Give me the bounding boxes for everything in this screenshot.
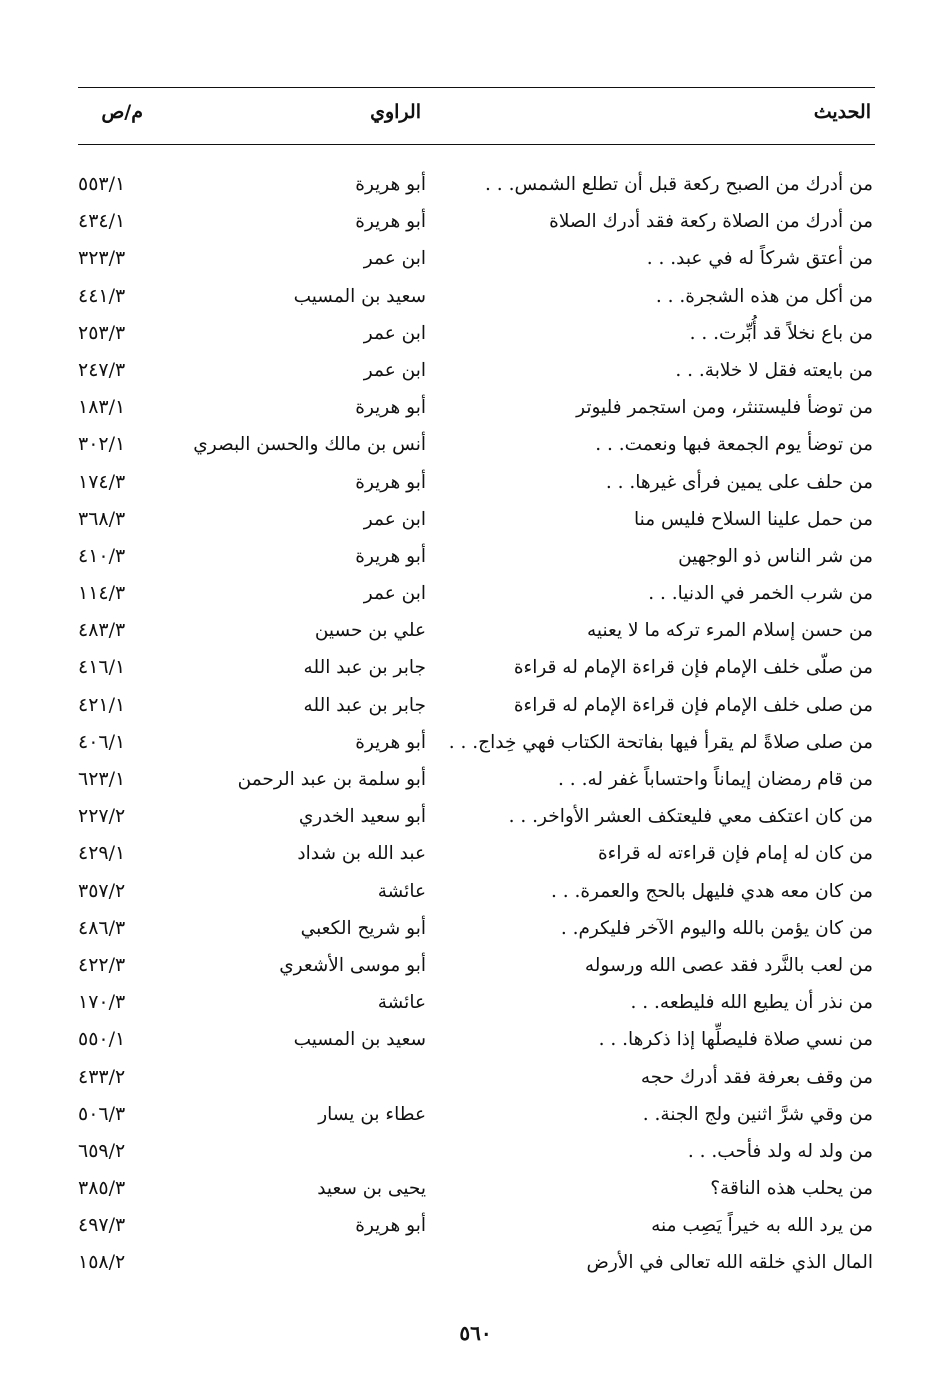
hadith-text: من توضأ يوم الجمعة فبها ونعمت. . . — [595, 434, 873, 456]
volume-page-reference: ٢٥٣/٣ — [78, 321, 126, 344]
table-row — [0, 761, 951, 798]
volume-page-reference: ٥٠٦/٣ — [78, 1102, 126, 1125]
narrator-name: ابن عمر — [363, 248, 426, 270]
narrator-name: أبو هريرة — [355, 545, 426, 567]
hadith-index-table — [0, 166, 951, 1282]
hadith-text: من حمل علينا السلاح فليس منا — [633, 508, 873, 530]
narrator-name: أبو سلمة بن عبد الرحمن — [237, 769, 426, 790]
narrator-name: أبو شريح الكعبي — [300, 917, 426, 939]
narrator-name — [181, 1244, 426, 1281]
table-row — [0, 687, 951, 724]
table-row — [0, 278, 951, 315]
hadith-text: من بايعته فقل لا خلابة. . . — [675, 359, 873, 381]
narrator-name: أبو هريرة — [355, 397, 426, 419]
hadith-text: من شرب الخمر في الدنيا. . . — [648, 583, 873, 605]
top-rule — [78, 87, 875, 88]
volume-page-reference: ٣٦٨/٣ — [78, 507, 126, 530]
hadith-text: من أعتق شركاً له في عبد. . . — [646, 248, 873, 270]
hadith-text: من نسي صلاة فليصلِّها إذا ذكرها. . . — [598, 1029, 873, 1051]
table-row — [0, 1133, 951, 1170]
table-row — [0, 315, 951, 352]
table-row — [0, 538, 951, 575]
hadith-text: من شر الناس ذو الوجهين — [678, 545, 873, 567]
volume-page-reference: ٤٩٧/٣ — [78, 1214, 126, 1237]
volume-page-reference: ٤٨٦/٣ — [78, 916, 126, 939]
volume-page-reference: ٤٣٤/١ — [78, 210, 126, 233]
narrator-name — [181, 1133, 426, 1170]
hadith-text: من وقف بعرفة فقد أدرك حجه — [640, 1066, 873, 1088]
volume-page-reference: ٤٢٢/٣ — [78, 953, 126, 976]
volume-page-reference: ٣٢٣/٣ — [78, 247, 126, 270]
volume-page-reference: ١٧٠/٣ — [78, 991, 126, 1014]
hadith-text: من ولد له ولد فأحب. . . — [687, 1140, 873, 1162]
table-row — [0, 1059, 951, 1096]
hadith-text: من أدرك من الصلاة ركعة فقد أدرك الصلاة — [549, 211, 873, 233]
table-row — [0, 835, 951, 872]
volume-page-reference: ٤١٦/١ — [78, 656, 126, 679]
narrator-name: عطاء بن يسار — [318, 1103, 426, 1125]
volume-page-reference: ٦٢٣/١ — [78, 768, 126, 790]
volume-page-reference: ٤٣٣/٢ — [78, 1065, 126, 1088]
table-row — [0, 724, 951, 761]
hadith-text: من كان اعتكف معي فليعتكف العشر الأواخر. . . — [508, 806, 873, 828]
table-row — [0, 352, 951, 389]
table-row — [0, 240, 951, 277]
volume-page-reference: ٢٢٧/٢ — [78, 805, 126, 828]
narrator-name: أبو هريرة — [355, 471, 426, 493]
volume-page-reference: ١٨٣/١ — [78, 396, 126, 419]
hadith-text: من كان معه هدي فليهل بالحج والعمرة. . . — [550, 880, 873, 902]
hadith-text: من صلى صلاةً لم يقرأ فيها بفاتحة الكتاب فهي خِداج. . . — [448, 731, 873, 753]
hadith-text: من أكل من هذه الشجرة. . . — [655, 285, 873, 307]
table-row — [0, 389, 951, 426]
narrator-name: أبو هريرة — [355, 731, 426, 753]
table-row — [0, 464, 951, 501]
narrator-name: ابن عمر — [363, 359, 426, 381]
hadith-text: من يرد الله به خيراً يَصِب منه — [651, 1215, 873, 1237]
volume-page-reference: ٤٤١/٣ — [78, 284, 126, 307]
hadith-text: من كان له إمام فإن قراءته له قراءة — [597, 843, 873, 865]
table-row — [0, 166, 951, 203]
volume-page-reference: ٤٢١/١ — [78, 693, 126, 716]
narrator-name: سعيد بن المسيب — [293, 1029, 426, 1051]
narrator-name: ابن عمر — [363, 583, 426, 605]
hadith-text: من حسن إسلام المرء تركه ما لا يعنيه — [586, 620, 873, 642]
hadith-text: المال الذي خلقه الله تعالى في الأرض — [586, 1252, 873, 1274]
volume-page-reference: ٣٠٢/١ — [78, 433, 126, 456]
column-header-reference: م/ص — [101, 101, 143, 123]
narrator-name: علي بن حسين — [314, 620, 426, 642]
hadith-text: من يحلب هذه الناقة؟ — [710, 1178, 873, 1200]
table-row — [0, 1207, 951, 1244]
narrator-name: أبو سعيد الخدري — [298, 806, 426, 828]
narrator-name: ابن عمر — [363, 508, 426, 530]
narrator-name: أبو هريرة — [355, 1215, 426, 1237]
hadith-text: من صلّى خلف الإمام فإن قراءة الإمام له قراءة — [513, 657, 873, 679]
table-row — [0, 798, 951, 835]
table-row — [0, 203, 951, 240]
hadith-text: من لعب بالنَّرد فقد عصى الله ورسوله — [584, 954, 873, 976]
table-row — [0, 910, 951, 947]
narrator-name — [181, 1059, 426, 1096]
page-number: ٥٦٠ — [459, 1321, 492, 1345]
volume-page-reference: ٦٥٩/٢ — [78, 1139, 126, 1162]
table-row — [0, 575, 951, 612]
column-header-hadith: الحديث — [813, 101, 871, 123]
table-row — [0, 873, 951, 910]
narrator-name: يحيى بن سعيد — [317, 1178, 426, 1200]
table-row — [0, 501, 951, 538]
volume-page-reference: ٥٥٠/١ — [78, 1028, 126, 1051]
volume-page-reference: ٤١٠/٣ — [78, 544, 126, 567]
volume-page-reference: ١١٤/٣ — [78, 582, 126, 605]
volume-page-reference: ٣٨٥/٣ — [78, 1177, 126, 1200]
hadith-text: من باع نخلاً قد أُبِّرت. . . — [689, 322, 873, 344]
hadith-text: من قام رمضان إيماناً واحتساباً غفر له. . . — [558, 769, 873, 790]
narrator-name: سعيد بن المسيب — [293, 285, 426, 307]
narrator-name: أبو موسى الأشعري — [279, 954, 426, 976]
table-row — [0, 1170, 951, 1207]
volume-page-reference: ١٧٤/٣ — [78, 470, 126, 493]
hadith-text: من أدرك من الصبح ركعة قبل أن تطلع الشمس. . . — [485, 174, 873, 195]
volume-page-reference: ٥٥٣/١ — [78, 173, 126, 195]
table-row — [0, 649, 951, 686]
hadith-text: من حلف على يمين فرأى غيرها. . . — [605, 471, 873, 493]
narrator-name: جابر بن عبد الله — [303, 694, 426, 716]
volume-page-reference: ٤٠٦/١ — [78, 730, 126, 753]
hadith-text: من وقي شرَّ اثنين ولج الجنة. . — [642, 1103, 873, 1125]
volume-page-reference: ٣٥٧/٢ — [78, 879, 126, 902]
hadith-text: من كان يؤمن بالله واليوم الآخر فليكرم. . — [560, 917, 873, 939]
table-row — [0, 612, 951, 649]
narrator-name: أنس بن مالك والحسن البصري — [193, 434, 426, 456]
column-header-narrator: الراوي — [370, 101, 421, 123]
table-row — [0, 426, 951, 463]
hadith-text: من نذر أن يطيع الله فليطعه. . . — [630, 992, 873, 1014]
volume-page-reference: ٢٤٧/٣ — [78, 358, 126, 381]
table-row — [0, 1096, 951, 1133]
hadith-text: من صلى خلف الإمام فإن قراءة الإمام له قراءة — [513, 694, 873, 716]
narrator-name: عائشة — [377, 992, 426, 1014]
narrator-name: أبو هريرة — [355, 174, 426, 195]
volume-page-reference: ٤٢٩/١ — [78, 842, 126, 865]
narrator-name: عائشة — [377, 880, 426, 902]
narrator-name: أبو هريرة — [355, 211, 426, 233]
volume-page-reference: ٤٨٣/٣ — [78, 619, 126, 642]
narrator-name: جابر بن عبد الله — [303, 657, 426, 679]
narrator-name: ابن عمر — [363, 322, 426, 344]
volume-page-reference: ١٥٨/٢ — [78, 1251, 126, 1274]
table-row — [0, 1021, 951, 1058]
header-rule — [78, 144, 875, 145]
table-row — [0, 1244, 951, 1281]
table-row — [0, 984, 951, 1021]
table-row — [0, 947, 951, 984]
narrator-name: عبد الله بن شداد — [297, 843, 426, 865]
hadith-text: من توضأ فليستنثر، ومن استجمر فليوتر — [576, 397, 873, 419]
